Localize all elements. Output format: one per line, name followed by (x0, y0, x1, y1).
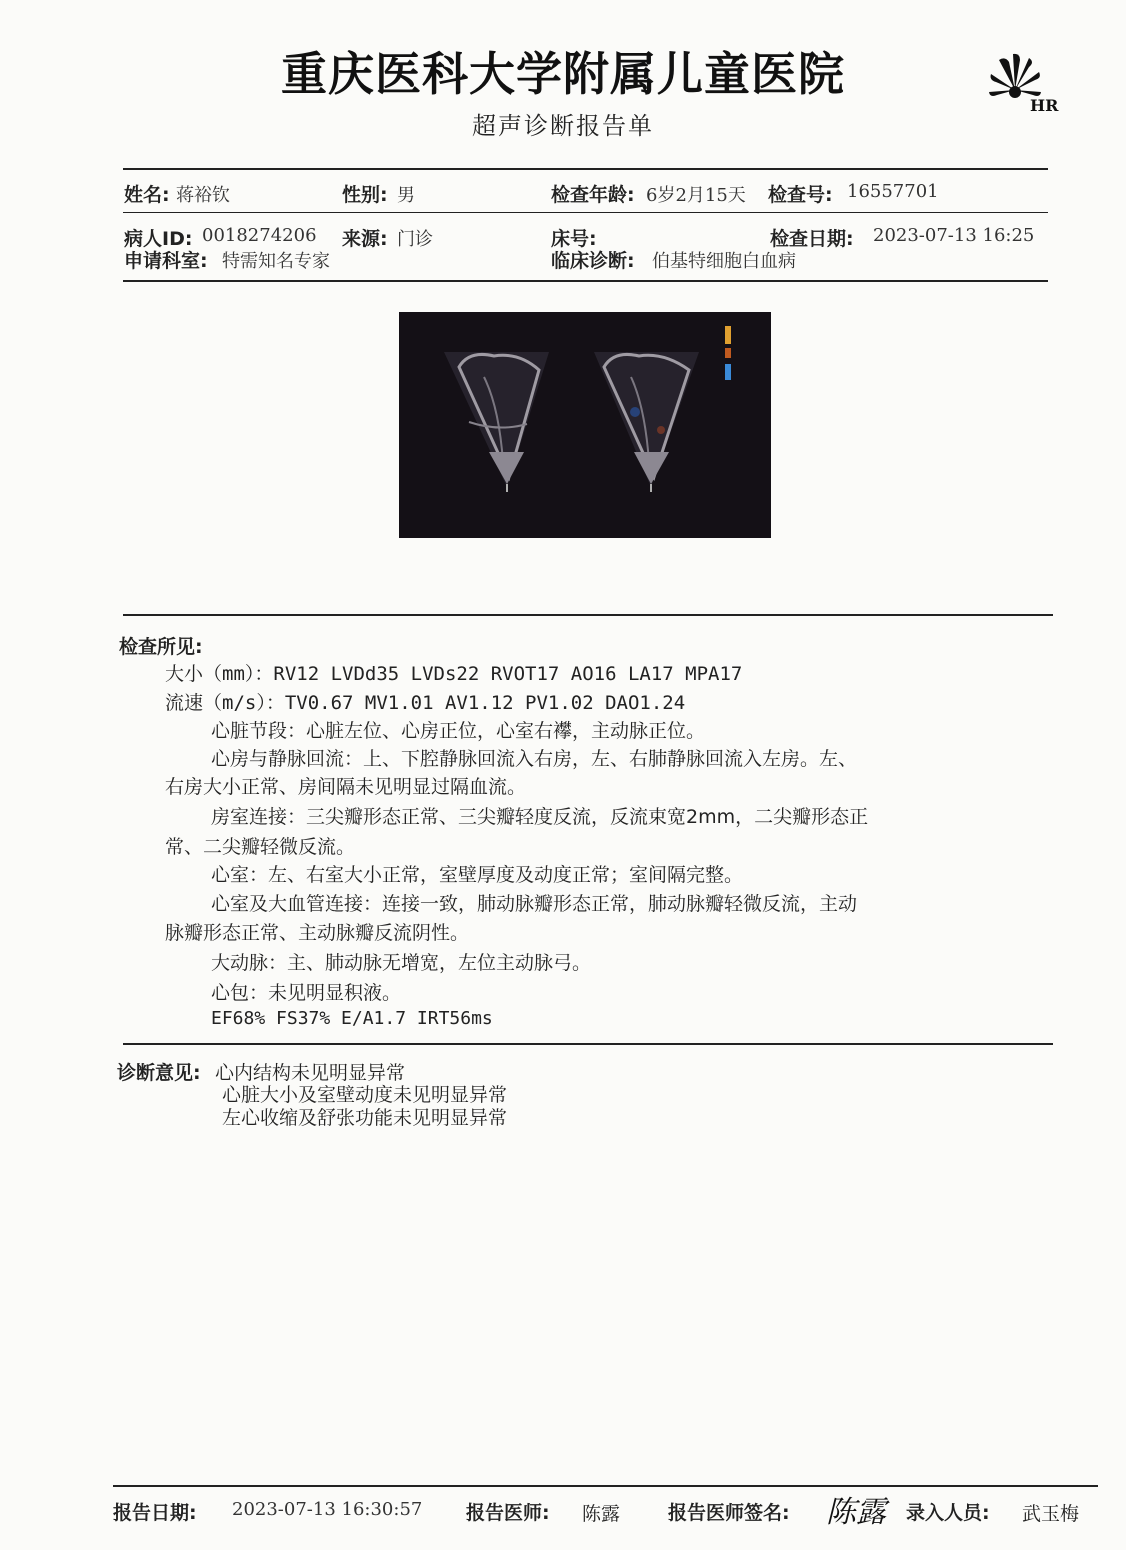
patient-age: 6岁2月15天 (646, 185, 746, 206)
exam-date-label: 检查日期: (770, 228, 854, 250)
ultrasound-image (399, 312, 771, 538)
finding-line: 心房与静脉回流：上、下腔静脉回流入右房，左、右肺静脉回流入左房。左、 (211, 748, 858, 770)
doctor-name: 陈露 (582, 1503, 621, 1525)
exam-no-label: 检查号: (768, 184, 833, 206)
report-date: 2023-07-13 16:30:57 (232, 1499, 423, 1520)
entry-label: 录入人员: (906, 1502, 990, 1524)
divider (113, 1485, 1098, 1487)
diagnosis-line: 左心收缩及舒张功能未见明显异常 (222, 1107, 508, 1129)
divider (123, 1043, 1053, 1045)
doctor-signature: 陈露 (826, 1495, 886, 1530)
divider (123, 212, 1048, 213)
finding-line: 心室：左、右室大小正常，室壁厚度及动度正常；室间隔完整。 (211, 864, 744, 886)
finding-line: 心室及大血管连接：连接一致，肺动脉瓣形态正常，肺动脉瓣轻微反流，主动 (211, 893, 858, 915)
age-label: 检查年龄: (551, 184, 635, 206)
finding-line: 常、二尖瓣轻微反流。 (165, 836, 356, 858)
source: 门诊 (397, 229, 433, 250)
report-title: 超声诊断报告单 (472, 112, 654, 140)
dept: 特需知名专家 (222, 251, 330, 272)
diagnosis-line: 心脏大小及室壁动度未见明显异常 (222, 1084, 508, 1106)
name-label: 姓名: (124, 184, 170, 206)
clinical-dx: 伯基特细胞白血病 (652, 251, 796, 272)
findings-title: 检查所见: (119, 636, 203, 658)
clinical-dx-label: 临床诊断: (551, 250, 635, 272)
divider (123, 280, 1048, 282)
finding-line: 心包：未见明显积液。 (211, 982, 402, 1004)
finding-line: 流速（m/s）：TV0.67 MV1.01 AV1.12 PV1.02 DAO1.24 (165, 692, 686, 714)
exam-no: 16557701 (847, 181, 939, 202)
sex-label: 性别: (342, 184, 388, 206)
patient-id: 0018274206 (202, 225, 317, 246)
divider (123, 168, 1048, 170)
diagnosis-title: 诊断意见: (117, 1062, 201, 1084)
bed-label: 床号: (551, 228, 597, 250)
finding-line: 大小（mm）：RV12 LVDd35 LVDs22 RVOT17 AO16 LA17 MPA17 (165, 663, 743, 685)
diagnosis-line: 心内结构未见明显异常 (215, 1062, 406, 1084)
finding-line: 脉瓣形态正常、主动脉瓣反流阴性。 (165, 922, 470, 944)
finding-line: 房室连接：三尖瓣形态正常、三尖瓣轻度反流，反流束宽2mm，二尖瓣形态正 (211, 806, 869, 828)
exam-date: 2023-07-13 16:25 (873, 225, 1035, 246)
finding-line: 心脏节段：心脏左位、心房正位，心室右襻，主动脉正位。 (211, 720, 706, 742)
finding-line: 右房大小正常、房间隔未见明显过隔血流。 (165, 776, 527, 798)
divider (123, 614, 1053, 616)
hospital-name: 重庆医科大学附属儿童医院 (281, 47, 845, 101)
signature-label: 报告医师签名: (668, 1502, 790, 1524)
doctor-label: 报告医师: (466, 1502, 550, 1524)
entry-person: 武玉梅 (1022, 1503, 1080, 1525)
patient-id-label: 病人ID: (124, 228, 193, 250)
hospital-logo (985, 50, 1075, 130)
patient-sex: 男 (397, 185, 415, 206)
finding-line: EF68% FS37% E/A1.7 IRT56ms (211, 1008, 493, 1029)
patient-name: 蒋裕钦 (176, 185, 230, 206)
source-label: 来源: (342, 228, 388, 250)
dept-label: 申请科室: (124, 250, 208, 272)
echocardiogram-icon (399, 312, 771, 538)
logo-text: HR (1030, 96, 1059, 115)
finding-line: 大动脉：主、肺动脉无增宽，左位主动脉弓。 (211, 952, 592, 974)
report-date-label: 报告日期: (113, 1502, 197, 1524)
